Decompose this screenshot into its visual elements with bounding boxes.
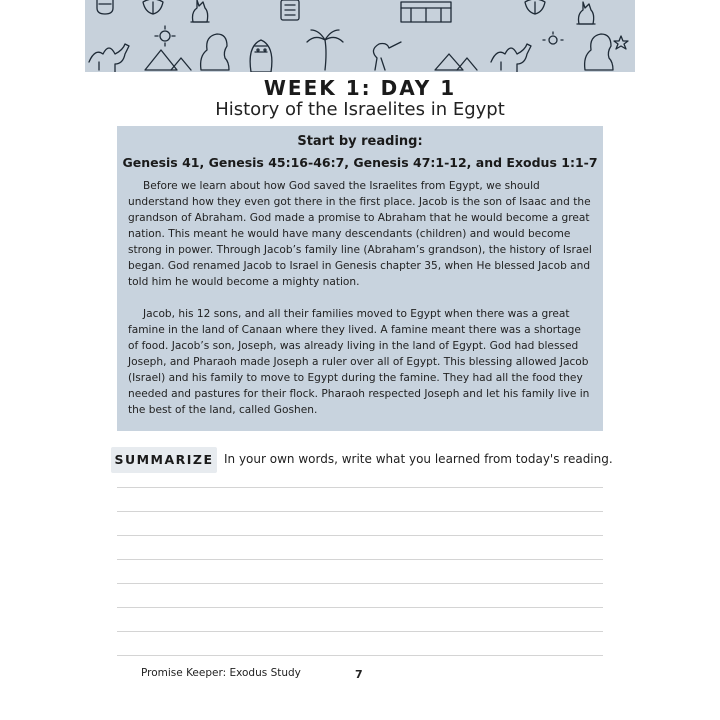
- temple-icon: [401, 2, 451, 22]
- palm-tree-icon: [307, 30, 343, 70]
- reading-paragraph: Before we learn about how God saved the Israelites from Egypt, we should understand how they even got there in the first place. Jacob is the son of Isaac and the grandson of Abraham. God made a promise to Abraham that he would become a great nation. This meant he would have many descendants (children) and would become strong in power. Through Jacob’s family line (Abraham’s grandson), the history of Israel began. God renamed Jacob to Israel in Genesis chapter 35, when He blessed Jacob and told him he would become a mighty nation.: [128, 180, 592, 288]
- nefertiti-bust-icon-2: [585, 34, 613, 70]
- lesson-subtitle: History of the Israelites in Egypt: [215, 99, 505, 120]
- pottery-icon: [97, 0, 113, 14]
- cat-statue-icon-2: [577, 2, 595, 24]
- page-number: 7: [355, 668, 363, 681]
- summarize-label: SUMMARIZE: [111, 447, 217, 473]
- footer-study-name: Promise Keeper: Exodus Study: [141, 667, 301, 679]
- pharaoh-mask-icon: [250, 40, 272, 72]
- scroll-icon: [281, 0, 299, 20]
- pyramid-icon: [145, 50, 191, 70]
- reading-paragraph: Jacob, his 12 sons, and all their families moved to Egypt when there was a great famine in the land of Canaan where they lived. A famine meant there was a shortage of food. Jacob’s son, Joseph, was already living in the land of Egypt. God had blessed Joseph, and Pharaoh made Joseph a ruler over all of Egypt. This blessing allowed Jacob (Israel) and his family to move to Egypt during the famine. They had all the food they needed and pastures for their flock. Pharaoh respected Joseph and let his family live in the best of the land, called Goshen.: [128, 308, 590, 416]
- reading-heading: Start by reading:: [297, 134, 423, 149]
- summarize-prompt: In your own words, write what you learned from today's reading.: [224, 452, 613, 466]
- scarab-icon: [143, 0, 163, 14]
- cat-statue-icon: [191, 0, 209, 22]
- sun-icon: [155, 26, 175, 46]
- camel-icon-2: [491, 44, 531, 72]
- writing-line[interactable]: [117, 559, 603, 560]
- writing-line[interactable]: [117, 535, 603, 536]
- ibis-bird-icon: [373, 42, 401, 70]
- scarab-icon-2: [525, 0, 545, 14]
- nefertiti-bust-icon: [201, 34, 229, 70]
- sun-icon-2: [543, 32, 563, 44]
- writing-line[interactable]: [117, 583, 603, 584]
- star-icon: [614, 36, 628, 49]
- egypt-pattern-banner: [85, 0, 635, 72]
- pyramids-icon: [435, 54, 477, 70]
- week-day-title: WEEK 1: DAY 1: [263, 76, 457, 100]
- writing-line[interactable]: [117, 511, 603, 512]
- writing-line[interactable]: [117, 487, 603, 488]
- writing-line[interactable]: [117, 655, 603, 656]
- reading-box: [117, 126, 603, 431]
- reading-passages: Genesis 41, Genesis 45:16-46:7, Genesis 47:1-12, and Exodus 1:1-7: [122, 155, 598, 170]
- writing-line[interactable]: [117, 631, 603, 632]
- writing-line[interactable]: [117, 607, 603, 608]
- camel-icon: [89, 44, 129, 72]
